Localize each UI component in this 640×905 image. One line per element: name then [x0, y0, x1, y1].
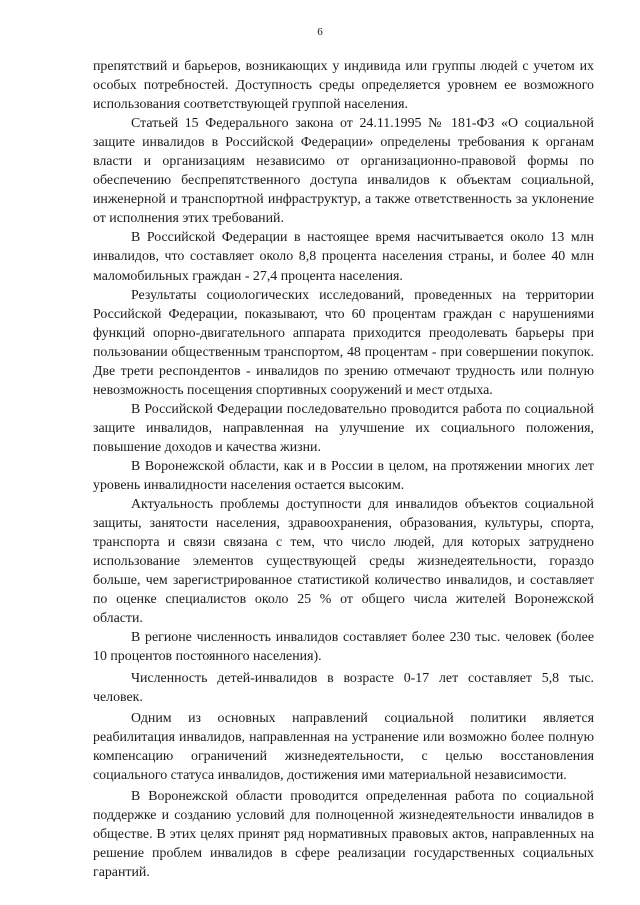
paragraph-voronezh-level: В Воронежской области, как и в России в целом, на протяжении многих лет уровень инвалидности населения остается высоким. — [93, 458, 594, 494]
paragraph-survey-results: Результаты социологических исследований, проведенных на территории Российской Федерации, показывают, что 60 процентам граждан с нарушениями функций опорно-двигательного аппарата приходится преодолевать барьеры при пользовании общественным транспортом, 48 процентам - при совершении покупок. Две трети респондентов - инвалидов по зрению отмечают трудность или полную невозможность посещения спортивных сооружений и мест отдыха. — [93, 287, 594, 398]
paragraph-accessibility-relevance: Актуальность проблемы доступности для инвалидов объектов социальной защиты, занятости населения, здравоохранения, образования, культуры, спорта, транспорта и связи связана с тем, что число людей, для которых затруднено использование элементов существующей среды жизнедеятельности, гораздо больше, чем зарегистрированное статистикой количество инвалидов, и составляет по оценке специалистов около 25 % от общего числа жителей Воронежской области. — [93, 497, 594, 627]
paragraph-federal-law: Статьей 15 Федерального закона от 24.11.1995 № 181-ФЗ «О социальной защите инвалидов в Российской Федерации» определены требования к органам власти и организациям независимо от организационно-правовой формы по обеспечению беспрепятственного доступа инвалидов к объектам социальной, инженерной и транспортной инфраструктур, а также ответственность за уклонение от исполнения этих требований. — [93, 116, 594, 227]
paragraph-region-count: В регионе численность инвалидов составляет более 230 тыс. человек (более 10 процентов постоянного населения). — [93, 630, 594, 665]
document-body — [93, 57, 594, 882]
paragraph-disabled-count: В Российской Федерации в настоящее время насчитывается около 13 млн инвалидов, что составляет около 8,8 процента населения страны, и более 40 млн маломобильных граждан - 27,4 процента населения. — [93, 230, 594, 284]
paragraph-rehabilitation: Одним из основных направлений социальной политики является реабилитация инвалидов, направленная на устранение или возможно более полную компенсацию ограничений жизнедеятельности, с целью восстановления социального статуса инвалидов, достижения ими материальной независимости. — [93, 710, 594, 783]
page-number: 6 — [317, 26, 323, 38]
paragraph-continuation: препятствий и барьеров, возникающих у индивида или группы людей с учетом их особых потребностей. Доступность среды определяется уровнем ее возможного использования соответствующей группой населения. — [93, 59, 594, 113]
paragraph-voronezh-support: В Воронежской области проводится определенная работа по социальной поддержке и созданию условий для полноценной жизнедеятельности инвалидов в обществе. В этих целях принят ряд нормативных правовых актов, направленных на решение проблем инвалидов в сфере реализации государственных социальных гарантий. — [93, 788, 594, 880]
paragraph-children-count: Численность детей-инвалидов в возрасте 0-17 лет составляет 5,8 тыс. человек. — [93, 670, 594, 705]
paragraph-federal-work: В Российской Федерации последовательно проводится работа по социальной защите инвалидов, направленная на улучшение их социального положения, повышение доходов и качества жизни. — [93, 401, 594, 455]
